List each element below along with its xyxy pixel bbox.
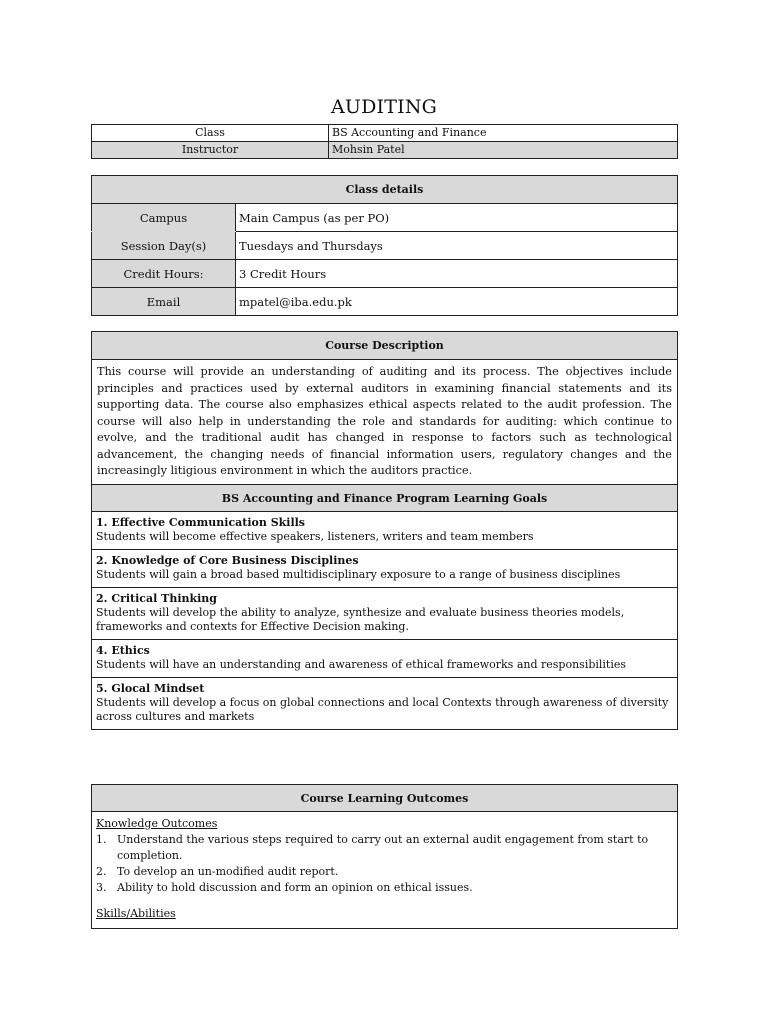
instructor-value: Mohsin Patel	[329, 142, 678, 159]
goal-text: Students will develop a focus on global connections and local Contexts through awareness of diversity across cultures and markets	[96, 696, 669, 723]
goal-item	[92, 550, 678, 588]
course-description-heading: Course Description	[92, 332, 678, 360]
goal-item	[92, 640, 678, 678]
outcome-number: 1.	[96, 833, 107, 846]
course-description-text: This course will provide an understanding of auditing and its process. The objectives include principles and practices used by external auditors in examining financial statements and its supporting data. The course also emphasizes ethical aspects related to the audit profession. The course will also help in understanding the role and standards for auditing: which continue to evolve, and the traditional audit has changed in response to factors such as technological advancement, the changing needs of financial information users, regulatory changes and the increasingly litigious environment in which the auditors practice.	[92, 360, 678, 487]
goal-title: 5. Glocal Mindset	[96, 682, 205, 695]
learning-goals-heading: BS Accounting and Finance Program Learning Goals	[92, 485, 678, 512]
outcome-text: Understand the various steps required to carry out an external audit engagement from start to completion.	[117, 833, 649, 862]
email-label: Email	[92, 288, 236, 316]
goal-item	[92, 512, 678, 550]
outcome-item	[96, 832, 673, 864]
outcome-text: Ability to hold discussion and form an opinion on ethical issues.	[117, 881, 473, 894]
course-description-table	[91, 331, 678, 487]
email-value[interactable]: mpatel@iba.edu.pk	[236, 288, 678, 316]
campus-row	[92, 204, 678, 232]
goal-text: Students will become effective speakers, listeners, writers and team members	[96, 530, 534, 543]
knowledge-outcomes-label: Knowledge Outcomes	[96, 817, 218, 830]
class-row	[92, 125, 678, 142]
document-title: AUDITING	[330, 96, 438, 118]
class-details-table	[91, 175, 678, 316]
session-days-label: Session Day(s)	[92, 232, 236, 260]
credit-hours-value: 3 Credit Hours	[236, 260, 678, 288]
class-details-heading: Class details	[92, 176, 678, 204]
goal-text: Students will gain a broad based multidisciplinary exposure to a range of business disciplines	[96, 568, 621, 581]
campus-label: Campus	[92, 204, 236, 232]
campus-value: Main Campus (as per PO)	[236, 204, 678, 232]
goal-title: 1. Effective Communication Skills	[96, 516, 305, 529]
learning-outcomes-table	[91, 784, 678, 929]
goal-item	[92, 588, 678, 640]
session-days-value: Tuesdays and Thursdays	[236, 232, 678, 260]
instructor-row	[92, 142, 678, 159]
class-info-table	[91, 124, 678, 159]
outcome-number: 3.	[96, 881, 107, 894]
goal-title: 4. Ethics	[96, 644, 150, 657]
class-value: BS Accounting and Finance	[329, 125, 678, 142]
learning-goals-table	[91, 484, 678, 730]
email-row	[92, 288, 678, 316]
credit-hours-label: Credit Hours:	[92, 260, 236, 288]
session-days-row	[92, 232, 678, 260]
goal-item	[92, 678, 678, 730]
outcome-item	[96, 880, 673, 896]
credit-hours-row	[92, 260, 678, 288]
goal-text: Students will have an understanding and awareness of ethical frameworks and responsibilities	[96, 658, 627, 671]
skills-abilities-label: Skills/Abilities	[96, 907, 176, 920]
learning-outcomes-heading: Course Learning Outcomes	[92, 785, 678, 812]
instructor-label: Instructor	[92, 142, 329, 159]
goal-title: 2. Critical Thinking	[96, 592, 217, 605]
goal-text: Students will develop the ability to analyze, synthesize and evaluate business theories models, frameworks and contexts for Effective Decision making.	[96, 606, 625, 633]
class-label: Class	[92, 125, 329, 142]
outcome-item	[96, 864, 673, 880]
outcome-text: To develop an un-modified audit report.	[117, 865, 339, 878]
goal-title: 2. Knowledge of Core Business Disciplines	[96, 554, 359, 567]
outcome-number: 2.	[96, 865, 107, 878]
